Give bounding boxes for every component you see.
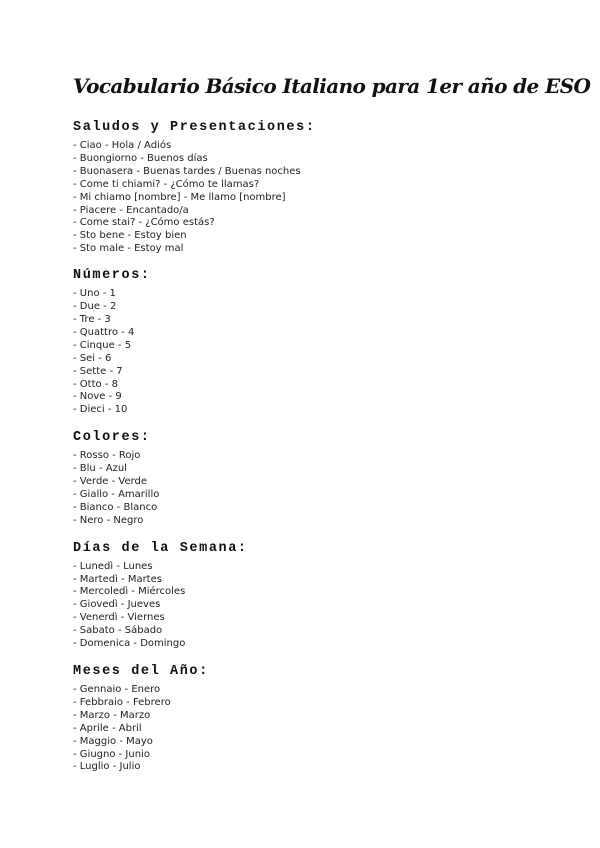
section-heading: Meses del Año: (73, 664, 209, 679)
vocab-item: - Giovedì - Jueves (73, 599, 161, 611)
vocab-item: - Aprile - Abril (73, 722, 142, 734)
vocab-list (73, 561, 553, 651)
section-heading: Colores: (73, 430, 151, 446)
vocab-item: - Venerdì - Viernes (73, 612, 165, 624)
vocab-item: - Dieci - 10 (73, 404, 128, 416)
document-page (73, 72, 591, 774)
vocab-item: - Verde - Verde (73, 476, 148, 488)
vocab-item: - Sette - 7 (73, 365, 123, 377)
vocab-item: - Come ti chiami? - ¿Cómo te llamas? (73, 178, 260, 190)
vocab-item: - Giallo - Amarillo (73, 488, 160, 500)
vocab-item: - Domenica - Domingo (73, 638, 186, 650)
vocab-item: - Febbraio - Febrero (73, 696, 171, 708)
vocab-item: - Gennaio - Enero (73, 684, 161, 695)
vocab-item: - Sto bene - Estoy bien (73, 230, 187, 242)
vocab-item: - Mi chiamo [nombre] - Me llamo [nombre] (73, 191, 286, 203)
vocab-item: - Marzo - Marzo (73, 709, 151, 721)
vocab-item: - Blu - Azul (73, 463, 127, 475)
section-heading: Números: (73, 268, 151, 284)
vocab-item: - Due - 2 (73, 301, 117, 313)
vocab-item: - Piacere - Encantado/a (73, 204, 189, 216)
vocab-item: - Otto - 8 (73, 378, 118, 390)
vocab-list (73, 684, 553, 774)
document-title: Vocabulario Básico Italiano para 1er año de ESO (73, 74, 591, 98)
section-colores (73, 430, 553, 527)
vocab-item: - Lunedì - Lunes (73, 560, 153, 572)
vocab-item: - Maggio - Mayo (73, 735, 153, 747)
vocab-item: - Nove - 9 (73, 391, 122, 403)
vocab-item: - Sabato - Sábado (73, 625, 163, 637)
section-heading: Días de la Semana: (73, 540, 248, 556)
section-heading: Saludos y Presentaciones: (73, 120, 316, 135)
vocab-item: - Rosso - Rojo (73, 450, 141, 462)
vocab-item: - Tre - 3 (73, 313, 111, 325)
vocab-item: - Quattro - 4 (73, 326, 135, 338)
vocab-list (73, 288, 553, 417)
vocab-item: - Nero - Negro (73, 514, 144, 526)
vocab-item: - Luglio - Julio (73, 761, 141, 773)
vocab-item: - Come stai? - ¿Cómo estás? (73, 217, 215, 229)
vocab-item: - Martedì - Martes (73, 573, 162, 585)
vocab-item: - Mercoledì - Miércoles (73, 586, 186, 598)
vocab-list (73, 140, 553, 256)
vocab-item: - Sto male - Estoy mal (73, 243, 184, 255)
vocab-item: - Bianco - Blanco (73, 501, 158, 513)
vocab-item: - Uno - 1 (73, 288, 116, 300)
section-meses (73, 664, 553, 774)
section-saludos (73, 120, 553, 256)
section-dias (73, 541, 553, 651)
section-numeros (73, 268, 553, 417)
vocab-item: - Buongiorno - Buenos días (73, 152, 208, 164)
vocab-item: - Cinque - 5 (73, 339, 132, 351)
vocab-item: - Giugno - Junio (73, 748, 150, 760)
vocab-item: - Ciao - Hola / Adiós (73, 140, 172, 151)
vocab-item: - Sei - 6 (73, 352, 112, 364)
vocab-list (73, 450, 553, 527)
vocab-item: - Buonasera - Buenas tardes / Buenas noches (73, 165, 301, 177)
